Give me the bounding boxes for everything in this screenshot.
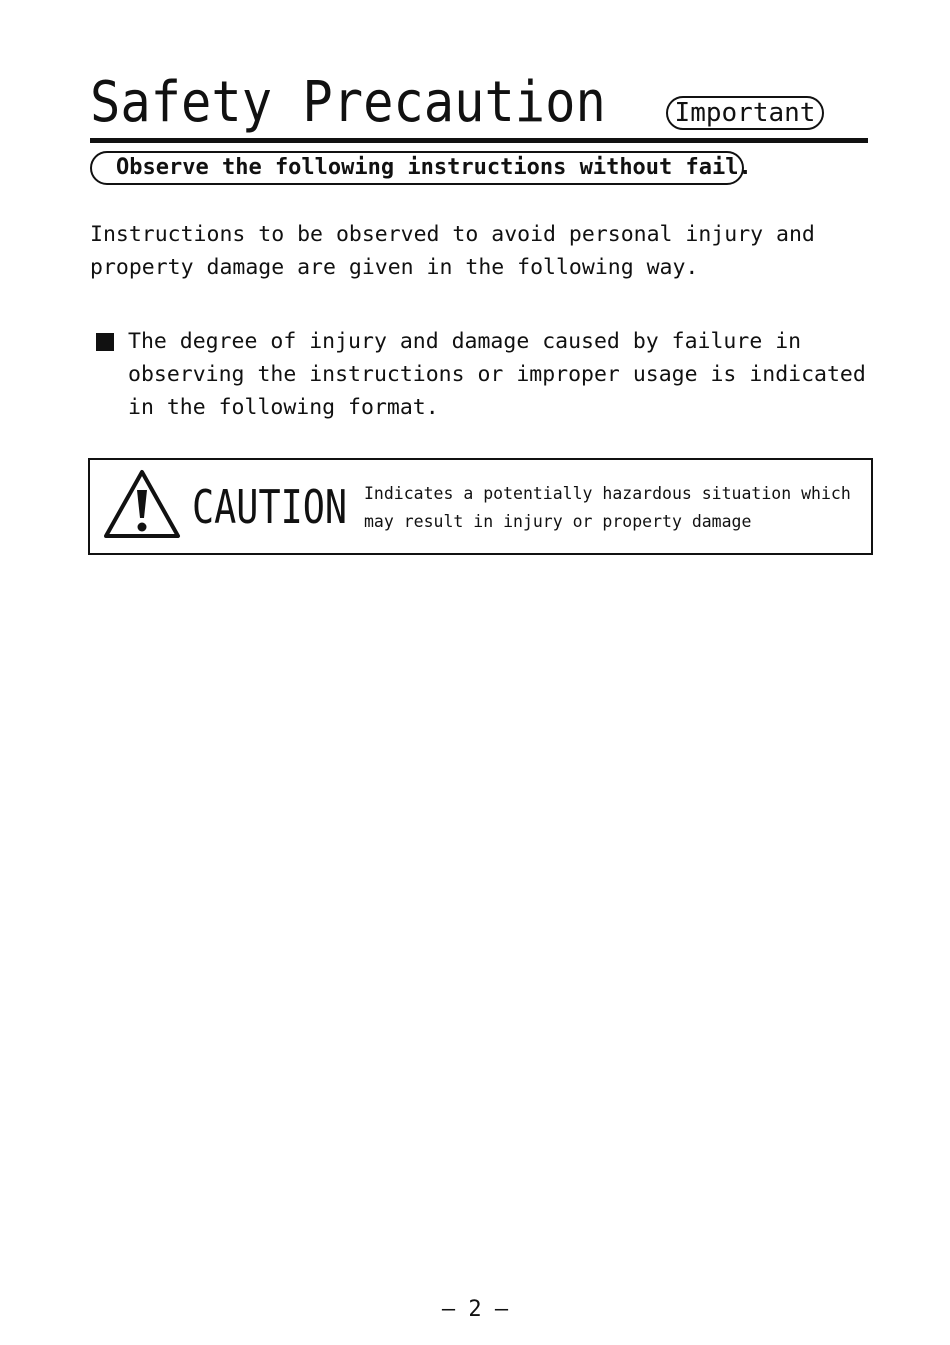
page-title: Safety Precaution bbox=[90, 70, 606, 135]
warning-triangle-icon bbox=[102, 468, 182, 540]
caution-box bbox=[88, 458, 873, 555]
caution-label: CAUTION bbox=[192, 480, 348, 534]
caution-description: Indicates a potentially hazardous situation which may result in injury or property damage bbox=[364, 484, 851, 531]
observe-notice: Observe the following instructions without fail. bbox=[90, 151, 744, 185]
degree-paragraph: The degree of injury and damage caused by failure in observing the instructions or improper usage is indicated in the following format. bbox=[128, 329, 866, 420]
intro-paragraph: Instructions to be observed to avoid personal injury and property damage are given in the following way. bbox=[90, 222, 815, 280]
important-badge: Important bbox=[666, 96, 824, 130]
title-rule bbox=[90, 138, 868, 143]
page-number: — 2 — bbox=[441, 1297, 509, 1322]
bullet-square-icon bbox=[96, 333, 114, 351]
